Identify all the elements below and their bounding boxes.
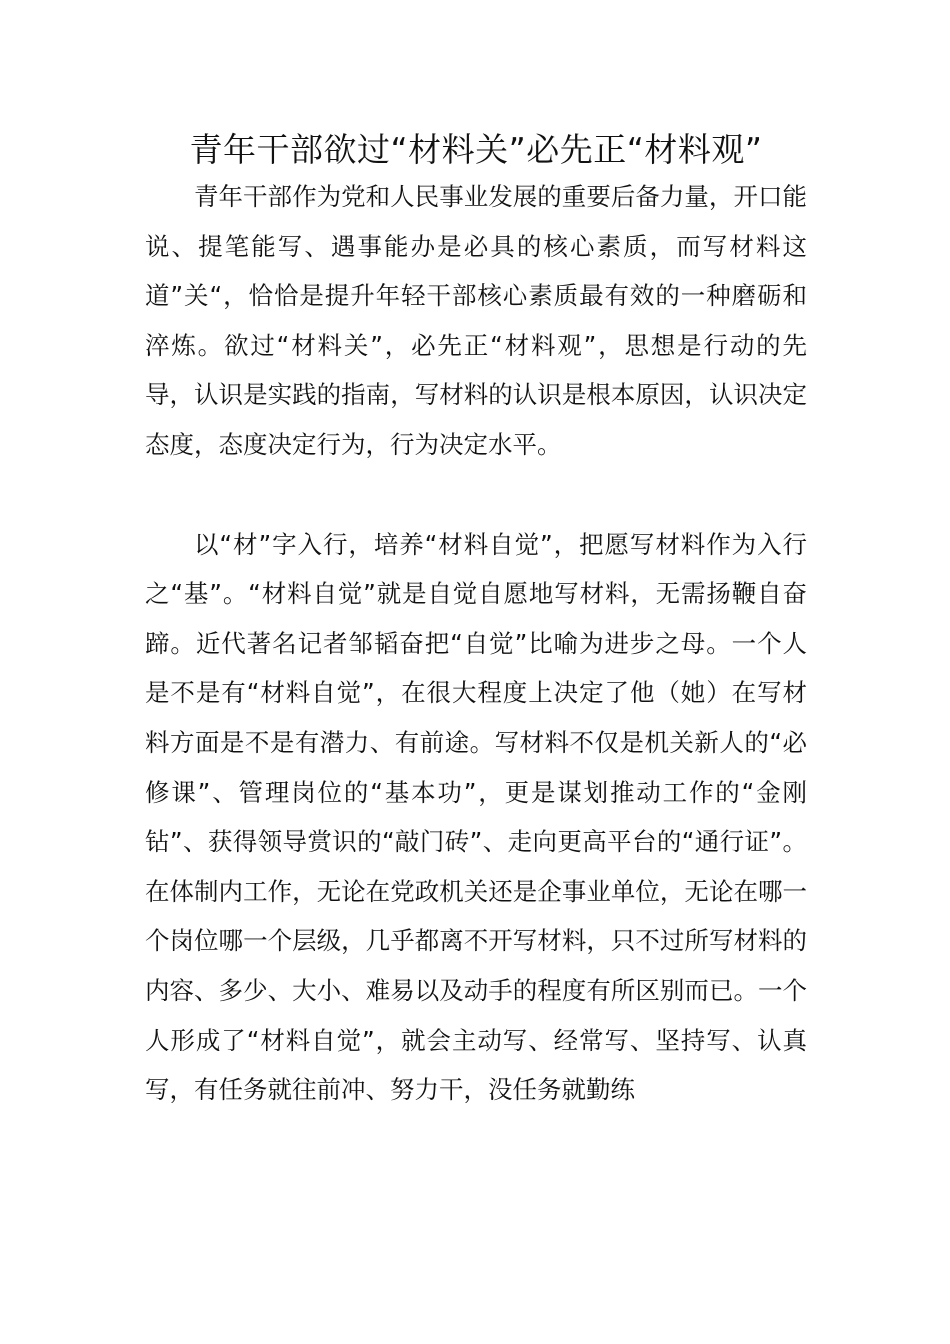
paragraph-2: 以“材”字入行，培养“材料自觉”，把愿写材料作为入行之“基”。“材料自觉”就是自觉自愿地写材料，无需扬鞭自奋蹄。近代著名记者邹韬奋把“自觉”比喻为进步之母。一个人是不是有“材料自觉”，在很大程度上决定了他（她）在写材料方面是不是有潜力、有前途。写材料不仅是机关新人的“必修课”、管理岗位的“基本功”，更是谋划推动工作的“金刚钻”、获得领导赏识的“敲门砖”、走向更高平台的“通行证”。在体制内工作，无论在党政机关还是企事业单位，无论在哪一个岗位哪一个层级，几乎都离不开写材料，只不过所写材料的内容、多少、大小、难易以及动手的程度有所区别而已。一个人形成了“材料自觉”，就会主动写、经常写、坚持写、认真写，有任务就往前冲、努力干，没任务就勤练 [145, 529, 807, 1105]
document-page [145, 128, 807, 1115]
paragraph-1: 青年干部作为党和人民事业发展的重要后备力量，开口能说、提笔能写、遇事能办是必具的核心素质，而写材料这道”关“，恰恰是提升年轻干部核心素质最有效的一种磨砺和淬炼。欲过“材料关”，必先正“材料观”，思想是行动的先导，认识是实践的指南，写材料的认识是根本原因，认识决定态度，态度决定行为，行为决定水平。 [145, 182, 807, 459]
document-title: 青年干部欲过“材料关”必先正“材料观” [189, 130, 763, 169]
